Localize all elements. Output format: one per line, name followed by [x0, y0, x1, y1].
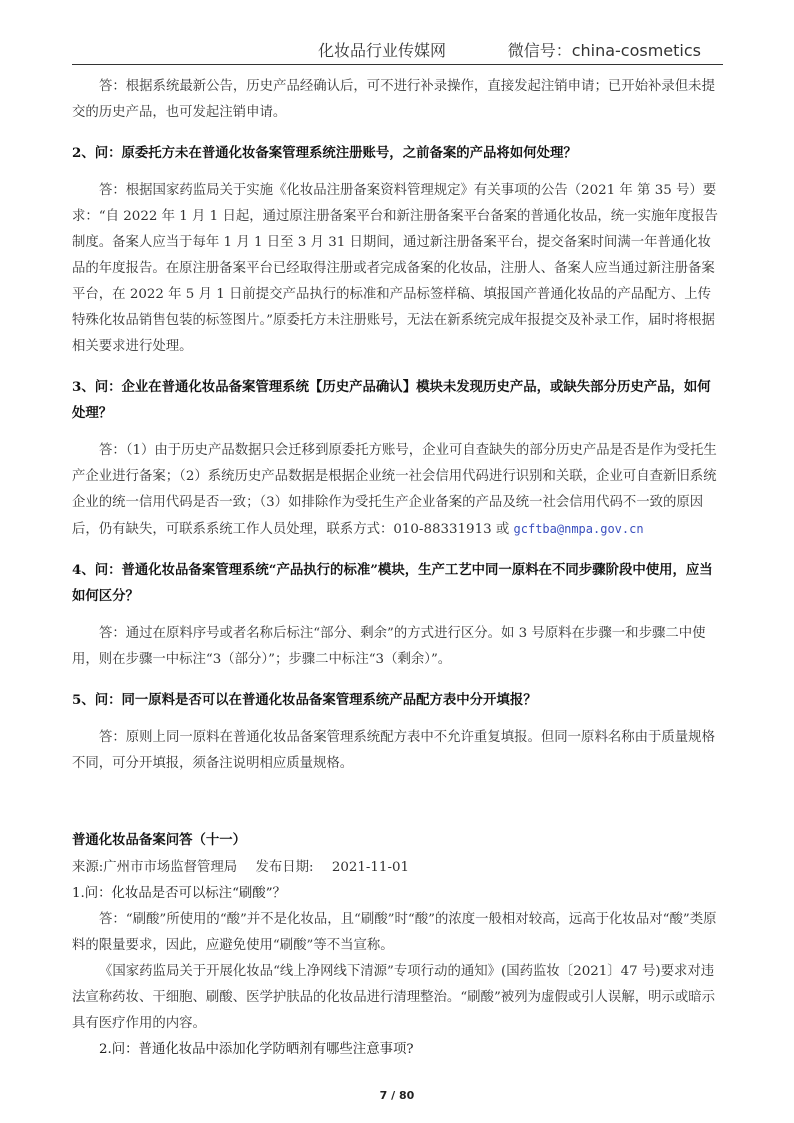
wechat-id: 微信号：china-cosmetics — [507, 41, 701, 60]
answer-3 — [72, 438, 722, 543]
question-3: 3、问：企业在普通化妆品备案管理系统【历史产品确认】模块未发现历史产品，或缺失部分历史产品，如何处理？ — [72, 379, 711, 421]
contact-email-link[interactable]: gcftba@nmpa.gov.cn — [513, 522, 644, 536]
answer-1: 答：根据系统最新公告，历史产品经确认后，可不进行补录操作，直接发起注销申请；已开始补录但未提交的历史产品，也可发起注销申请。 — [72, 79, 715, 120]
section-question-1: 1.问：化妆品是否可以标注“刷酸”？ — [72, 886, 286, 901]
answer-2: 答：根据国家药监局关于实施《化妆品注册备案资料管理规定》有关事项的公告（2021 年 第 35 号）要求：“自 2022 年 1 月 1 日起，通过原注册备案平台和新注册备案平台备案的普通化妆品，统一实施年度报告制度。备案人应当于每年 1 月 1 日至 3 月 31 日期间，通过新注册备案平台，提交备案时间满一年普通化妆品的年度报告。在原注册备案平台已经取得注册或者完成备案的化妆品，注册人、备案人应当通过新注册备案平台，在 2022 年 5 月 1 日前提交产品执行的标准和产品标签样稿、填报国产普通化妆品的产品配方、上传特殊化妆品销售包装的标签图片。”原委托方未注册账号，无法在新系统完成年报提交及补录工作，届时将根据相关要求进行处理。 — [72, 183, 718, 354]
site-name: 化妆品行业传媒网 — [318, 41, 447, 60]
section-question-2: 2.问：普通化妆品中添加化学防晒剂有哪些注意事项? — [99, 1042, 414, 1057]
section-answer-1b: 《国家药监局关于开展化妆品“线上净网线下清源”专项行动的通知》(国药监妆〔2021〕47 号)要求对违法宣称药妆、干细胞、刷酸、医学护肤品的化妆品进行清理整治。“刷酸”被列为虚假或引人误解，明示或暗示具有医疗作用的内容。 — [72, 964, 716, 1031]
answer-5: 答：原则上同一原料在普通化妆品备案管理系统配方表中不允许重复填报。但同一原料名称由于质量规格不同，可分开填报，须备注说明相应质量规格。 — [72, 730, 715, 771]
question-5: 5、问：同一原料是否可以在普通化妆品备案管理系统产品配方表中分开填报？ — [72, 692, 537, 708]
date-label: 发布日期: — [255, 860, 314, 875]
page-content — [72, 74, 722, 1063]
answer-4: 答：通过在原料序号或者名称后标注“部分、剩余”的方式进行区分。如 3 号原料在步骤一和步骤二中使用，则在步骤一中标注“3（部分）”；步骤二中标注“3（剩余）”。 — [72, 626, 706, 667]
question-2: 2、问：原委托方未在普通化妆备案管理系统注册账号，之前备案的产品将如何处理？ — [72, 145, 577, 161]
question-4: 4、问：普通化妆品备案管理系统“产品执行的标准”模块，生产工艺中同一原料在不同步骤阶段中使用，应当如何区分？ — [72, 562, 713, 604]
source-text: 来源:广州市市场监督管理局 — [72, 860, 238, 875]
publish-date: 2021-11-01 — [331, 860, 410, 875]
answer-3-text: 答：（1）由于历史产品数据只会迁移到原委托方账号，企业可自查缺失的部分历史产品是否是作为受托生产企业进行备案；（2）系统历史产品数据是根据企业统一社会信用代码进行识别和关联，企业可自查新旧系统企业的统一信用代码是否一致；（3）如排除作为受托生产企业备案的产品及统一社会信用代码不一致的原因后，仍有缺失，可联系系统工作人员处理，联系方式：010-88331913 或 — [72, 443, 717, 537]
page-header — [72, 38, 723, 65]
source-line — [72, 855, 722, 881]
section-answer-1: 答：“刷酸”所使用的“酸”并不是化妆品，且“刷酸”时“酸”的浓度一般相对较高，远高于化妆品对“酸”类原料的限量要求，因此，应避免使用“刷酸”等不当宣称。 — [72, 912, 717, 953]
section-title: 普通化妆品备案问答（十一） — [72, 832, 247, 848]
page-number: 7 / 80 — [379, 1089, 415, 1102]
